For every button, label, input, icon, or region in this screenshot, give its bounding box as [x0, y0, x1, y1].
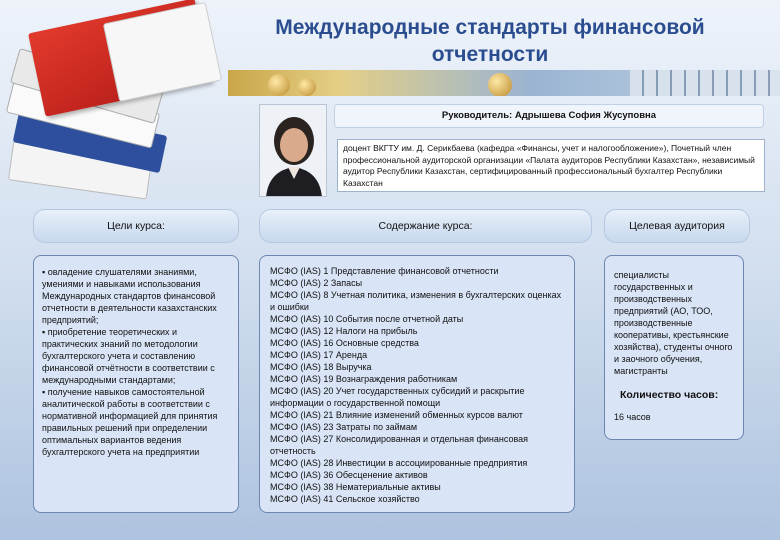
hours-value: 16 часов [614, 412, 651, 422]
goal-item: ▪ овладение слушателями знаниями, умениями и навыками использования Международных стандартов финансовой отчетности в деятельности казахстанских предприятий; [42, 267, 217, 325]
content-item: МСФО (IAS) 21 Влияние изменений обменных курсов валют [270, 410, 523, 420]
page-title: Международные стандарты финансовой отчетности [275, 16, 705, 66]
content-item: МСФО (IAS) 19 Вознаграждения работникам [270, 374, 458, 384]
content-item: МСФО (IAS) 16 Основные средства [270, 338, 419, 348]
content-item: МСФО (IAS) 36 Обесценение активов [270, 470, 428, 480]
goal-item: ▪ приобретение теоретических и практических знаний по методологии бухгалтерского учета и составлению финансовой отчётности в соответствии с международными стандартами; [42, 327, 215, 385]
content-box [259, 255, 575, 513]
content-item: МСФО (IAS) 12 Налоги на прибыль [270, 326, 418, 336]
content-item: МСФО (IAS) 1 Представление финансовой отчетности [270, 266, 499, 276]
content-header: Содержание курса: [259, 209, 592, 243]
content-item: МСФО (IAS) 10 События после отчетной даты [270, 314, 464, 324]
audience-text: специалисты государственных и производственных предприятий (АО, ТОО, производственные кооперативы, крестьянские хозяйства), студенты очного и заочного обучения, магистранты [614, 270, 733, 376]
leader-bio: доцент ВКГТУ им. Д. Серикбаева (кафедра «Финансы, учет и налогообложение»), Почетный член профессиональной аудиторской организации «Палата аудиторов Республики Казахстан», независимый аудитор Республики Казахстан, сертифицированный профессиональный бухгалтер Республики Казахстан [337, 139, 765, 192]
leader-name: Руководитель: Адрышева София Жусуповна [334, 104, 764, 128]
audience-box [604, 255, 744, 440]
content-item: МСФО (IAS) 17 Аренда [270, 350, 368, 360]
content-item: МСФО (IAS) 2 Запасы [270, 278, 363, 288]
content-item: МСФО (IAS) 23 Затраты по займам [270, 422, 418, 432]
goals-box [33, 255, 239, 513]
finance-banner [228, 70, 780, 96]
content-item: МСФО (IAS) 41 Сельское хозяйство [270, 494, 420, 504]
audience-header: Целевая аудитория [604, 209, 750, 243]
goal-item: ▪ получение навыков самостоятельной аналитической работы в соответствии с нормативной информацией для принятия правильных решений при определении оптимальных вариантов ведения бухгалтерского учета на предприятии [42, 387, 218, 457]
content-item: МСФО (IAS) 28 Инвестиции в ассоциированные предприятия [270, 458, 528, 468]
hours-title: Количество часов: [620, 389, 719, 401]
content-item: МСФО (IAS) 18 Выручка [270, 362, 372, 372]
content-item: МСФО (IAS) 20 Учет государственных субсидий и раскрытие информации о государственной помощи [270, 386, 525, 408]
content-item: МСФО (IAS) 38 Нематериальные активы [270, 482, 441, 492]
content-item: МСФО (IAS) 27 Консолидированная и отдельная финансовая отчетность [270, 434, 529, 456]
goals-header: Цели курса: [33, 209, 239, 243]
leader-photo [259, 104, 327, 197]
content-item: МСФО (IAS) 8 Учетная политика, изменения в бухгалтерских оценках и ошибки [270, 290, 562, 312]
books-illustration [0, 0, 230, 200]
